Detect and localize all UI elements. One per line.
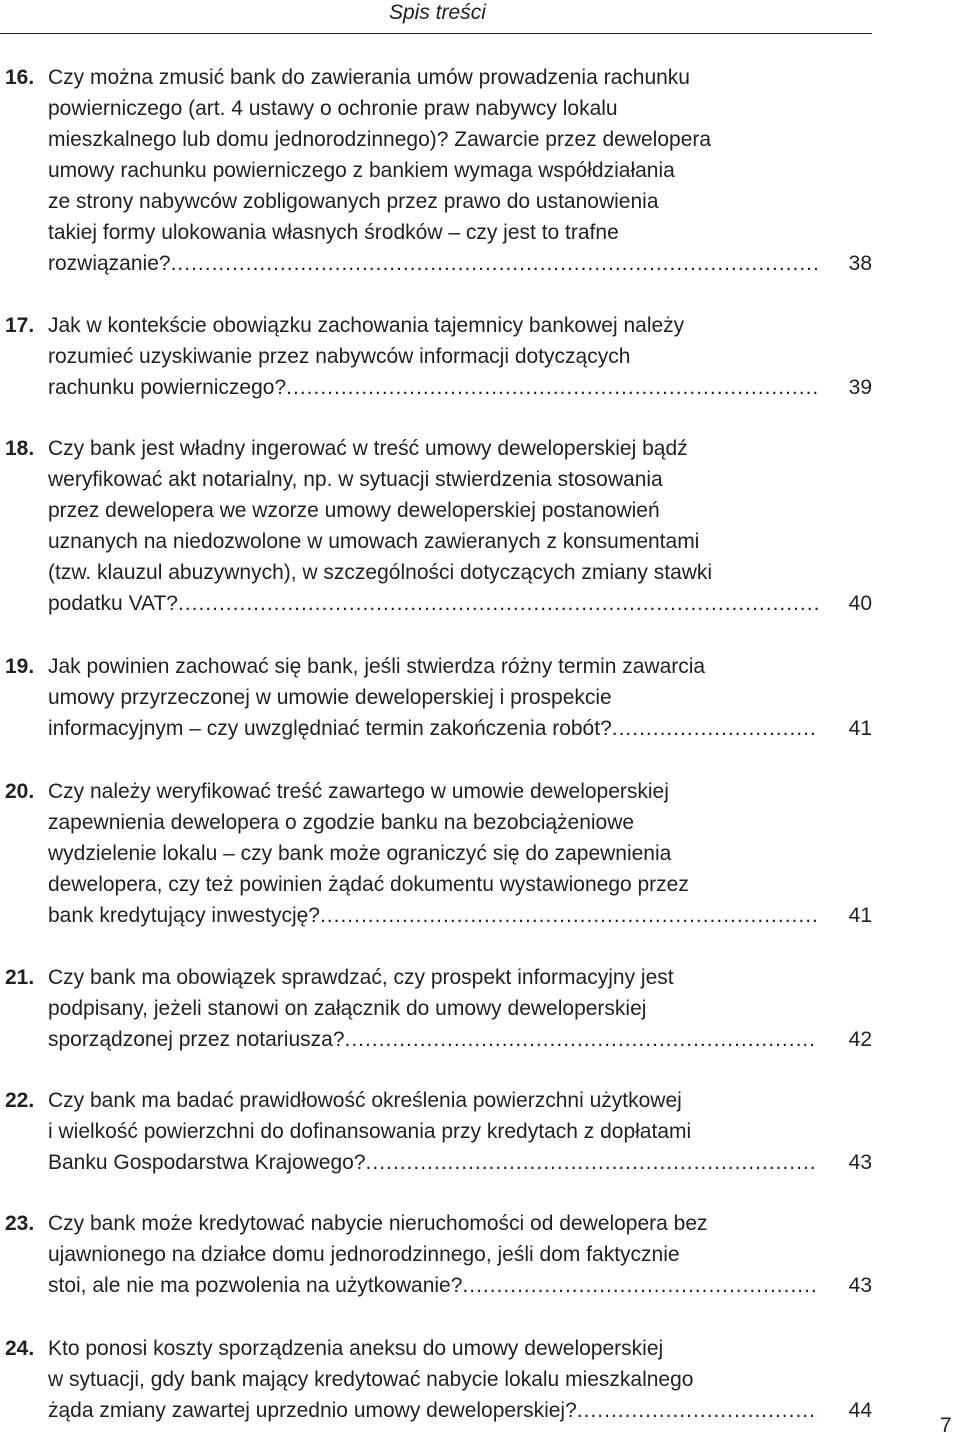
toc-entry-title	[48, 651, 818, 744]
toc-entry-title	[48, 433, 818, 619]
toc-entry-page: 43	[848, 1274, 872, 1297]
dot-leader	[178, 588, 818, 619]
toc-entry-line: mieszkalnego lub domu jednorodzinnego)? Zawarcie przez dewelopera	[48, 128, 712, 151]
toc-entry-line-text: Banku Gospodarstwa Krajowego?	[48, 1151, 366, 1174]
toc-entry-line: Kto ponosi koszty sporządzenia aneksu do umowy deweloperskiej	[48, 1337, 664, 1360]
toc-entry-line: Czy bank może kredytować nabycie nieruchomości od dewelopera bez	[48, 1212, 708, 1235]
toc-entry-line: Czy można zmusić bank do zawierania umów prowadzenia rachunku	[48, 66, 690, 89]
toc-entry-line	[48, 372, 818, 403]
dot-leader	[171, 248, 818, 279]
toc-entry-line: Czy bank jest władny ingerować w treść umowy deweloperskiej bądź	[48, 437, 688, 460]
toc-entry-number: 19.	[5, 655, 35, 678]
toc-entry-line	[48, 588, 818, 619]
toc-entry[interactable]	[0, 310, 880, 403]
toc-entry-page: 43	[848, 1151, 872, 1174]
dot-leader	[612, 713, 818, 744]
toc-entry[interactable]	[0, 62, 880, 279]
toc-entry[interactable]	[0, 962, 880, 1055]
toc-entry-line	[48, 1024, 818, 1055]
toc-entry-line: Jak powinien zachować się bank, jeśli stwierdza różny termin zawarcia	[48, 655, 706, 678]
dot-leader	[462, 1270, 818, 1301]
toc-entry-line: takiej formy ulokowania własnych środków – czy jest to trafne	[48, 221, 619, 244]
dot-leader	[286, 372, 818, 403]
toc-entry-number: 21.	[5, 966, 35, 989]
toc-entry-line: Jak w kontekście obowiązku zachowania tajemnicy bankowej należy	[48, 314, 685, 337]
toc-entry-line: w sytuacji, gdy bank mający kredytować nabycie lokalu mieszkalnego	[48, 1368, 694, 1391]
running-title: Spis treści	[389, 1, 486, 24]
toc-entry-line-text: rozwiązanie?	[48, 252, 171, 275]
toc-entry-number: 20.	[5, 780, 35, 803]
toc-entry-line: przez dewelopera we wzorze umowy deweloperskiej postanowień	[48, 499, 660, 522]
toc-entry-line: zapewnienia dewelopera o zgodzie banku na bezobciążeniowe	[48, 811, 635, 834]
toc-entry-line: weryfikować akt notarialny, np. w sytuacji stwierdzenia stosowania	[48, 468, 663, 491]
toc-entry-line	[48, 1270, 818, 1301]
page-number: 7	[940, 1414, 952, 1437]
toc-entry-line: dewelopera, czy też powinien żądać dokumentu wystawionego przez	[48, 873, 689, 896]
dot-leader	[366, 1147, 818, 1178]
toc-entry-line	[48, 713, 818, 744]
toc-entry-line: umowy rachunku powierniczego z bankiem wymaga współdziałania	[48, 159, 675, 182]
toc-entry-number: 16.	[5, 66, 35, 89]
toc-entry-number: 18.	[5, 437, 35, 460]
toc-entry-title	[48, 776, 818, 931]
toc-entry[interactable]	[0, 1333, 880, 1426]
toc-entry-line: i wielkość powierzchni do dofinansowania przy kredytach z dopłatami	[48, 1120, 692, 1143]
toc-entry-line-text: bank kredytujący inwestycję?	[48, 904, 320, 927]
toc-entry-line: umowy przyrzeczonej w umowie deweloperskiej i prospekcie	[48, 686, 612, 709]
toc-entry-title	[48, 1085, 818, 1178]
toc-entry[interactable]	[0, 1208, 880, 1301]
dot-leader	[577, 1395, 818, 1426]
toc-entry-page: 42	[848, 1028, 872, 1051]
dot-leader	[345, 1024, 818, 1055]
toc-entry-line: uznanych na niedozwolone w umowach zawieranych z konsumentami	[48, 530, 700, 553]
toc-entry-line: Czy należy weryfikować treść zawartego w umowie deweloperskiej	[48, 780, 669, 803]
toc-entry-line-text: podatku VAT?	[48, 592, 178, 615]
toc-entry-page: 38	[848, 252, 872, 275]
toc-entry-number: 17.	[5, 314, 35, 337]
toc-entry-line: Czy bank ma obowiązek sprawdzać, czy prospekt informacyjny jest	[48, 966, 674, 989]
toc-entry[interactable]	[0, 433, 880, 619]
toc-entry[interactable]	[0, 776, 880, 931]
dot-leader	[320, 900, 818, 931]
toc-entry-page: 39	[848, 376, 872, 399]
toc-entry-title	[48, 1333, 818, 1426]
toc-entry-page: 41	[848, 904, 872, 927]
toc-entry-number: 24.	[5, 1337, 35, 1360]
toc-entry-line-text: rachunku powierniczego?	[48, 376, 287, 399]
toc-entry-title	[48, 310, 818, 403]
toc-entry-line	[48, 900, 818, 931]
toc-entry-line: rozumieć uzyskiwanie przez nabywców informacji dotyczących	[48, 345, 631, 368]
toc-entry-line: Czy bank ma badać prawidłowość określenia powierzchni użytkowej	[48, 1089, 682, 1112]
toc-entry-number: 22.	[5, 1089, 35, 1112]
toc-entry-line-text: informacyjnym – czy uwzględniać termin zakończenia robót?	[48, 717, 612, 740]
toc-entry-title	[48, 62, 818, 279]
toc-entry-page: 44	[848, 1399, 872, 1422]
toc-entry-line	[48, 248, 818, 279]
toc-entry-page: 40	[848, 592, 872, 615]
toc-entry-title	[48, 1208, 818, 1301]
toc-entry-line-text: stoi, ale nie ma pozwolenia na użytkowanie?	[48, 1274, 463, 1297]
toc-entry-line-text: żąda zmiany zawartej uprzednio umowy deweloperskiej?	[48, 1399, 577, 1422]
toc-entry-line: podpisany, jeżeli stanowi on załącznik do umowy deweloperskiej	[48, 997, 647, 1020]
toc-entry-line: ze strony nabywców zobligowanych przez prawo do ustanowienia	[48, 190, 659, 213]
toc-entry-title	[48, 962, 818, 1055]
toc-entry-line	[48, 1147, 818, 1178]
toc-entry-number: 23.	[5, 1212, 35, 1235]
toc-entry-line: ujawnionego na działce domu jednorodzinnego, jeśli dom faktycznie	[48, 1243, 680, 1266]
toc-entry-page: 41	[848, 717, 872, 740]
toc-entry[interactable]	[0, 1085, 880, 1178]
toc-entry-line: (tzw. klauzul abuzywnych), w szczególności dotyczących zmiany stawki	[48, 561, 713, 584]
toc-entry-line: powierniczego (art. 4 ustawy o ochronie praw nabywcy lokalu	[48, 97, 618, 120]
toc-entry[interactable]	[0, 651, 880, 744]
toc-entry-line-text: sporządzonej przez notariusza?	[48, 1028, 345, 1051]
toc-entry-line: wydzielenie lokalu – czy bank może ograniczyć się do zapewnienia	[48, 842, 672, 865]
toc-entry-line	[48, 1395, 818, 1426]
